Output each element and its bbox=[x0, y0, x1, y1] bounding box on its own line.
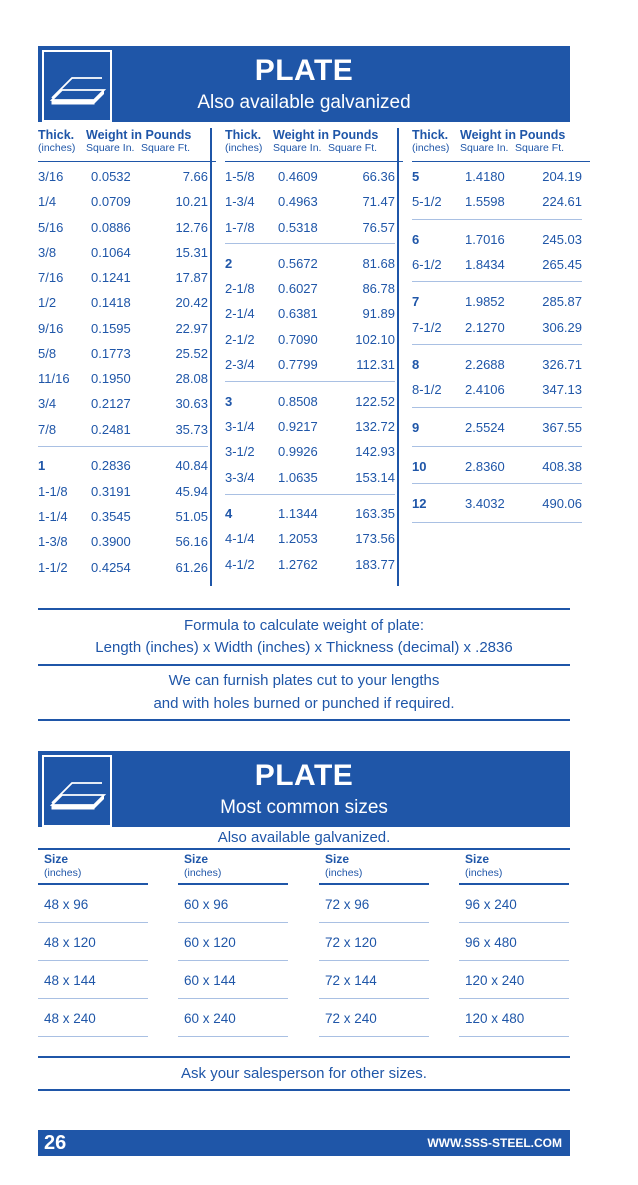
size-cell: 60 x 120 bbox=[178, 923, 288, 961]
thickness-cell: 7/16 bbox=[38, 270, 64, 285]
size-header: Size bbox=[325, 852, 350, 866]
sq-ft-weight-cell: 7.66 bbox=[182, 169, 208, 184]
row-group-divider bbox=[412, 483, 582, 484]
table-row bbox=[412, 459, 582, 477]
sq-in-weight-cell: 0.1950 bbox=[91, 371, 131, 386]
sq-ft-weight-cell: 153.14 bbox=[355, 470, 395, 485]
sq-in-weight-cell: 2.4106 bbox=[465, 382, 505, 397]
sq-ft-weight-cell: 490.06 bbox=[542, 496, 582, 511]
sq-in-weight-cell: 1.2762 bbox=[278, 557, 318, 572]
sq-in-weight-cell: 2.2688 bbox=[465, 357, 505, 372]
sq-ft-weight-cell: 66.36 bbox=[362, 169, 395, 184]
table-row bbox=[38, 270, 208, 288]
sq-in-weight-cell: 0.4609 bbox=[278, 169, 318, 184]
sq-ft-weight-cell: 326.71 bbox=[542, 357, 582, 372]
row-group-divider bbox=[412, 522, 582, 523]
table-row bbox=[412, 257, 582, 275]
formula-text: Length (inches) x Width (inches) x Thickness (decimal) x .2836 bbox=[95, 639, 513, 656]
sq-ft-weight-cell: 30.63 bbox=[175, 396, 208, 411]
size-cell: 96 x 240 bbox=[459, 885, 569, 923]
thickness-cell: 5 bbox=[412, 169, 420, 184]
sq-ft-weight-cell: 40.84 bbox=[175, 458, 208, 473]
weight-header: Weight in Pounds bbox=[86, 128, 192, 142]
thickness-cell: 4 bbox=[225, 506, 233, 521]
thickness-cell: 1-3/8 bbox=[38, 534, 68, 549]
banner-subtitle: Most common sizes bbox=[220, 797, 388, 818]
thickness-cell: 7-1/2 bbox=[412, 320, 442, 335]
thickness-cell: 3/4 bbox=[38, 396, 57, 411]
sq-in-weight-cell: 1.8434 bbox=[465, 257, 505, 272]
thickness-cell: 3/16 bbox=[38, 169, 64, 184]
sq-ft-weight-cell: 35.73 bbox=[175, 422, 208, 437]
sq-ft-weight-cell: 142.93 bbox=[355, 444, 395, 459]
thickness-cell: 11/16 bbox=[38, 371, 70, 386]
sq-ft-weight-cell: 71.47 bbox=[362, 194, 395, 209]
banner-title: PLATE bbox=[254, 54, 354, 87]
sq-in-weight-cell: 0.5318 bbox=[278, 220, 318, 235]
sq-ft-weight-cell: 91.89 bbox=[362, 306, 395, 321]
column-header bbox=[225, 126, 403, 162]
thickness-cell: 5/16 bbox=[38, 220, 64, 235]
table-row bbox=[225, 531, 395, 549]
column-header bbox=[38, 126, 216, 162]
row-group-divider bbox=[412, 281, 582, 282]
sq-ft-weight-cell: 183.77 bbox=[355, 557, 395, 572]
thickness-cell: 6-1/2 bbox=[412, 257, 442, 272]
sq-ft-weight-cell: 22.97 bbox=[175, 321, 208, 336]
sq-in-weight-cell: 0.3900 bbox=[91, 534, 131, 549]
sq-in-weight-cell: 0.2481 bbox=[91, 422, 131, 437]
thickness-cell: 1/2 bbox=[38, 295, 57, 310]
table-row bbox=[412, 294, 582, 312]
table-row bbox=[412, 420, 582, 438]
divider bbox=[38, 1056, 570, 1058]
size-cell: 72 x 144 bbox=[319, 961, 429, 999]
page-number: 26 bbox=[44, 1132, 67, 1154]
sq-ft-weight-cell: 86.78 bbox=[362, 281, 395, 296]
banner-title: PLATE bbox=[254, 759, 354, 792]
inches-header: (inches) bbox=[412, 142, 450, 154]
furnish-line-2: and with holes burned or punched if required. bbox=[153, 695, 455, 712]
sq-in-weight-cell: 2.1270 bbox=[465, 320, 505, 335]
sq-in-weight-cell: 3.4032 bbox=[465, 496, 505, 511]
table-row bbox=[38, 534, 208, 552]
thickness-cell: 9/16 bbox=[38, 321, 64, 336]
inches-header: (inches) bbox=[38, 142, 76, 154]
sq-ft-weight-cell: 173.56 bbox=[355, 531, 395, 546]
divider bbox=[38, 719, 570, 721]
size-header: Size bbox=[44, 852, 69, 866]
sq-in-weight-cell: 2.8360 bbox=[465, 459, 505, 474]
table-row bbox=[225, 419, 395, 437]
sq-ft-weight-cell: 132.72 bbox=[355, 419, 395, 434]
page-footer bbox=[38, 1130, 570, 1156]
row-group-divider bbox=[412, 407, 582, 408]
size-cell: 120 x 480 bbox=[459, 999, 569, 1037]
size-header: Size bbox=[465, 852, 490, 866]
table-row bbox=[225, 306, 395, 324]
table-row bbox=[38, 346, 208, 364]
thickness-cell: 7 bbox=[412, 294, 420, 309]
sq-in-weight-cell: 0.1064 bbox=[91, 245, 131, 260]
table-row bbox=[38, 295, 208, 313]
thickness-cell: 7/8 bbox=[38, 422, 57, 437]
inches-header: (inches) bbox=[184, 867, 222, 879]
table-row bbox=[225, 281, 395, 299]
thickness-cell: 3-1/2 bbox=[225, 444, 255, 459]
sq-ft-weight-cell: 61.26 bbox=[175, 560, 208, 575]
weight-table-column-1 bbox=[38, 126, 216, 575]
sq-in-weight-cell: 2.5524 bbox=[465, 420, 505, 435]
sq-ft-weight-cell: 347.13 bbox=[542, 382, 582, 397]
thickness-cell: 2-3/4 bbox=[225, 357, 255, 372]
table-row bbox=[225, 394, 395, 412]
table-row bbox=[225, 444, 395, 462]
sq-in-weight-cell: 0.9926 bbox=[278, 444, 318, 459]
row-group-divider bbox=[412, 219, 582, 220]
size-cell: 60 x 144 bbox=[178, 961, 288, 999]
table-row bbox=[225, 194, 395, 212]
sq-in-weight-cell: 0.3191 bbox=[91, 484, 131, 499]
sq-ft-weight-cell: 285.87 bbox=[542, 294, 582, 309]
sq-in-weight-cell: 0.5672 bbox=[278, 256, 318, 271]
sq-in-weight-cell: 0.1241 bbox=[91, 270, 131, 285]
sq-in-weight-cell: 1.0635 bbox=[278, 470, 318, 485]
thickness-cell: 9 bbox=[412, 420, 420, 435]
table-row bbox=[38, 321, 208, 339]
sq-in-weight-cell: 1.7016 bbox=[465, 232, 505, 247]
weight-table-column-2 bbox=[225, 126, 403, 572]
row-group-divider bbox=[225, 243, 395, 244]
ask-note: Ask your salesperson for other sizes. bbox=[181, 1065, 427, 1082]
table-row bbox=[38, 169, 208, 187]
inches-header: (inches) bbox=[225, 142, 263, 154]
table-row bbox=[225, 506, 395, 524]
table-row bbox=[412, 232, 582, 250]
sq-ft-weight-cell: 10.21 bbox=[175, 194, 208, 209]
sizes-column bbox=[178, 852, 288, 1037]
thickness-cell: 1-1/4 bbox=[38, 509, 68, 524]
sq-ft-header: Square Ft. bbox=[141, 142, 191, 154]
sq-in-weight-cell: 0.8508 bbox=[278, 394, 318, 409]
table-row bbox=[225, 470, 395, 488]
table-row bbox=[225, 256, 395, 274]
thickness-cell: 10 bbox=[412, 459, 427, 474]
sq-in-weight-cell: 1.4180 bbox=[465, 169, 505, 184]
plate-banner bbox=[38, 46, 570, 122]
size-cell: 60 x 240 bbox=[178, 999, 288, 1037]
thickness-cell: 12 bbox=[412, 496, 427, 511]
plate-sizes-banner bbox=[38, 751, 570, 827]
table-row bbox=[225, 169, 395, 187]
sq-in-weight-cell: 0.9217 bbox=[278, 419, 318, 434]
column-divider bbox=[210, 128, 212, 586]
thickness-cell: 1-5/8 bbox=[225, 169, 255, 184]
thickness-cell: 8 bbox=[412, 357, 420, 372]
table-row bbox=[38, 422, 208, 440]
sq-in-weight-cell: 0.3545 bbox=[91, 509, 131, 524]
table-row bbox=[225, 357, 395, 375]
formula-title: Formula to calculate weight of plate: bbox=[183, 617, 425, 634]
table-row bbox=[225, 220, 395, 238]
row-group-divider bbox=[412, 344, 582, 345]
inches-header: (inches) bbox=[465, 867, 503, 879]
thickness-cell: 3 bbox=[225, 394, 233, 409]
sq-in-header: Square In. bbox=[460, 142, 509, 154]
thickness-cell: 8-1/2 bbox=[412, 382, 442, 397]
sq-ft-weight-cell: 56.16 bbox=[175, 534, 208, 549]
sq-in-weight-cell: 0.7090 bbox=[278, 332, 318, 347]
sq-ft-weight-cell: 76.57 bbox=[362, 220, 395, 235]
weight-header: Weight in Pounds bbox=[273, 128, 379, 142]
divider bbox=[38, 664, 570, 666]
thickness-cell: 5/8 bbox=[38, 346, 57, 361]
sq-in-header: Square In. bbox=[273, 142, 322, 154]
sq-in-weight-cell: 1.5598 bbox=[465, 194, 505, 209]
table-row bbox=[412, 169, 582, 187]
sq-ft-weight-cell: 408.38 bbox=[542, 459, 582, 474]
column-divider bbox=[397, 128, 399, 586]
sq-ft-weight-cell: 112.31 bbox=[356, 357, 395, 372]
size-cell: 48 x 120 bbox=[38, 923, 148, 961]
table-row bbox=[412, 357, 582, 375]
size-cell: 48 x 240 bbox=[38, 999, 148, 1037]
sq-ft-header: Square Ft. bbox=[328, 142, 378, 154]
sq-ft-weight-cell: 81.68 bbox=[362, 256, 395, 271]
sq-in-weight-cell: 1.2053 bbox=[278, 531, 318, 546]
website-url: WWW.SSS-STEEL.COM bbox=[427, 1136, 562, 1150]
divider bbox=[38, 848, 570, 850]
table-row bbox=[225, 557, 395, 575]
thickness-cell: 3-1/4 bbox=[225, 419, 255, 434]
size-cell: 120 x 240 bbox=[459, 961, 569, 999]
size-header: Size bbox=[184, 852, 209, 866]
sq-ft-weight-cell: 367.55 bbox=[542, 420, 582, 435]
row-group-divider bbox=[225, 494, 395, 495]
sq-ft-weight-cell: 122.52 bbox=[355, 394, 395, 409]
thick-header: Thick. bbox=[38, 128, 75, 142]
galvanized-note: Also available galvanized. bbox=[217, 829, 391, 846]
sq-ft-weight-cell: 25.52 bbox=[175, 346, 208, 361]
sq-ft-weight-cell: 163.35 bbox=[355, 506, 395, 521]
size-cell: 48 x 96 bbox=[38, 885, 148, 923]
thickness-cell: 3-3/4 bbox=[225, 470, 255, 485]
table-row bbox=[412, 194, 582, 212]
table-row bbox=[38, 220, 208, 238]
table-row bbox=[412, 320, 582, 338]
sq-ft-weight-cell: 265.45 bbox=[542, 257, 582, 272]
sq-in-weight-cell: 0.0532 bbox=[91, 169, 131, 184]
size-cell: 60 x 96 bbox=[178, 885, 288, 923]
sq-in-weight-cell: 0.1418 bbox=[91, 295, 131, 310]
table-row bbox=[38, 245, 208, 263]
thickness-cell: 4-1/4 bbox=[225, 531, 255, 546]
sq-in-weight-cell: 0.2127 bbox=[91, 396, 131, 411]
table-row bbox=[38, 560, 208, 578]
table-row bbox=[38, 484, 208, 502]
sq-ft-weight-cell: 224.61 bbox=[542, 194, 582, 209]
table-row bbox=[225, 332, 395, 350]
sq-ft-weight-cell: 245.03 bbox=[542, 232, 582, 247]
row-group-divider bbox=[412, 446, 582, 447]
sizes-column bbox=[38, 852, 148, 1037]
table-row bbox=[38, 194, 208, 212]
thickness-cell: 1-1/8 bbox=[38, 484, 68, 499]
sq-ft-weight-cell: 51.05 bbox=[175, 509, 208, 524]
thickness-cell: 1/4 bbox=[38, 194, 57, 209]
size-cell: 48 x 144 bbox=[38, 961, 148, 999]
sizes-column bbox=[319, 852, 429, 1037]
table-row bbox=[412, 496, 582, 514]
inches-header: (inches) bbox=[44, 867, 82, 879]
thickness-cell: 2-1/2 bbox=[225, 332, 255, 347]
thickness-cell: 1 bbox=[38, 458, 46, 473]
inches-header: (inches) bbox=[325, 867, 363, 879]
sq-in-header: Square In. bbox=[86, 142, 135, 154]
thickness-cell: 5-1/2 bbox=[412, 194, 442, 209]
thickness-cell: 3/8 bbox=[38, 245, 57, 260]
sq-in-weight-cell: 0.1773 bbox=[91, 346, 131, 361]
banner-subtitle: Also available galvanized bbox=[197, 92, 411, 113]
thickness-cell: 2 bbox=[225, 256, 233, 271]
sq-ft-weight-cell: 45.94 bbox=[175, 484, 208, 499]
sq-ft-weight-cell: 102.10 bbox=[355, 332, 395, 347]
sq-ft-weight-cell: 12.76 bbox=[175, 220, 208, 235]
sq-in-weight-cell: 0.6027 bbox=[278, 281, 318, 296]
sizes-column bbox=[459, 852, 569, 1037]
sq-in-weight-cell: 0.7799 bbox=[278, 357, 318, 372]
size-cell: 72 x 120 bbox=[319, 923, 429, 961]
size-cell: 72 x 240 bbox=[319, 999, 429, 1037]
row-group-divider bbox=[38, 446, 208, 447]
thick-header: Thick. bbox=[412, 128, 449, 142]
thickness-cell: 4-1/2 bbox=[225, 557, 255, 572]
table-row bbox=[38, 509, 208, 527]
size-cell: 96 x 480 bbox=[459, 923, 569, 961]
table-row bbox=[38, 458, 208, 476]
sq-in-weight-cell: 0.4254 bbox=[91, 560, 131, 575]
size-cell: 72 x 96 bbox=[319, 885, 429, 923]
sq-ft-header: Square Ft. bbox=[515, 142, 565, 154]
sq-in-weight-cell: 0.4963 bbox=[278, 194, 318, 209]
sq-in-weight-cell: 0.2836 bbox=[91, 458, 131, 473]
row-group-divider bbox=[225, 381, 395, 382]
sq-in-weight-cell: 0.0709 bbox=[91, 194, 131, 209]
table-row bbox=[38, 371, 208, 389]
column-header bbox=[412, 126, 590, 162]
table-row bbox=[38, 396, 208, 414]
thickness-cell: 2-1/4 bbox=[225, 306, 255, 321]
sq-in-weight-cell: 0.1595 bbox=[91, 321, 131, 336]
divider bbox=[38, 1089, 570, 1091]
thickness-cell: 6 bbox=[412, 232, 420, 247]
sq-in-weight-cell: 0.6381 bbox=[278, 306, 318, 321]
sq-in-weight-cell: 0.0886 bbox=[91, 220, 131, 235]
table-row bbox=[412, 382, 582, 400]
sq-ft-weight-cell: 306.29 bbox=[542, 320, 582, 335]
sq-ft-weight-cell: 204.19 bbox=[542, 169, 582, 184]
sq-ft-weight-cell: 17.87 bbox=[175, 270, 208, 285]
sq-ft-weight-cell: 20.42 bbox=[175, 295, 208, 310]
thickness-cell: 1-7/8 bbox=[225, 220, 255, 235]
weight-table-column-3 bbox=[412, 126, 590, 511]
sq-ft-weight-cell: 15.31 bbox=[175, 245, 208, 260]
sq-in-weight-cell: 1.9852 bbox=[465, 294, 505, 309]
thickness-cell: 1-1/2 bbox=[38, 560, 68, 575]
thick-header: Thick. bbox=[225, 128, 262, 142]
sq-ft-weight-cell: 28.08 bbox=[175, 371, 208, 386]
divider bbox=[38, 608, 570, 610]
thickness-cell: 1-3/4 bbox=[225, 194, 255, 209]
furnish-line-1: We can furnish plates cut to your lengths bbox=[168, 672, 440, 689]
weight-header: Weight in Pounds bbox=[460, 128, 566, 142]
sq-in-weight-cell: 1.1344 bbox=[278, 506, 318, 521]
thickness-cell: 2-1/8 bbox=[225, 281, 255, 296]
